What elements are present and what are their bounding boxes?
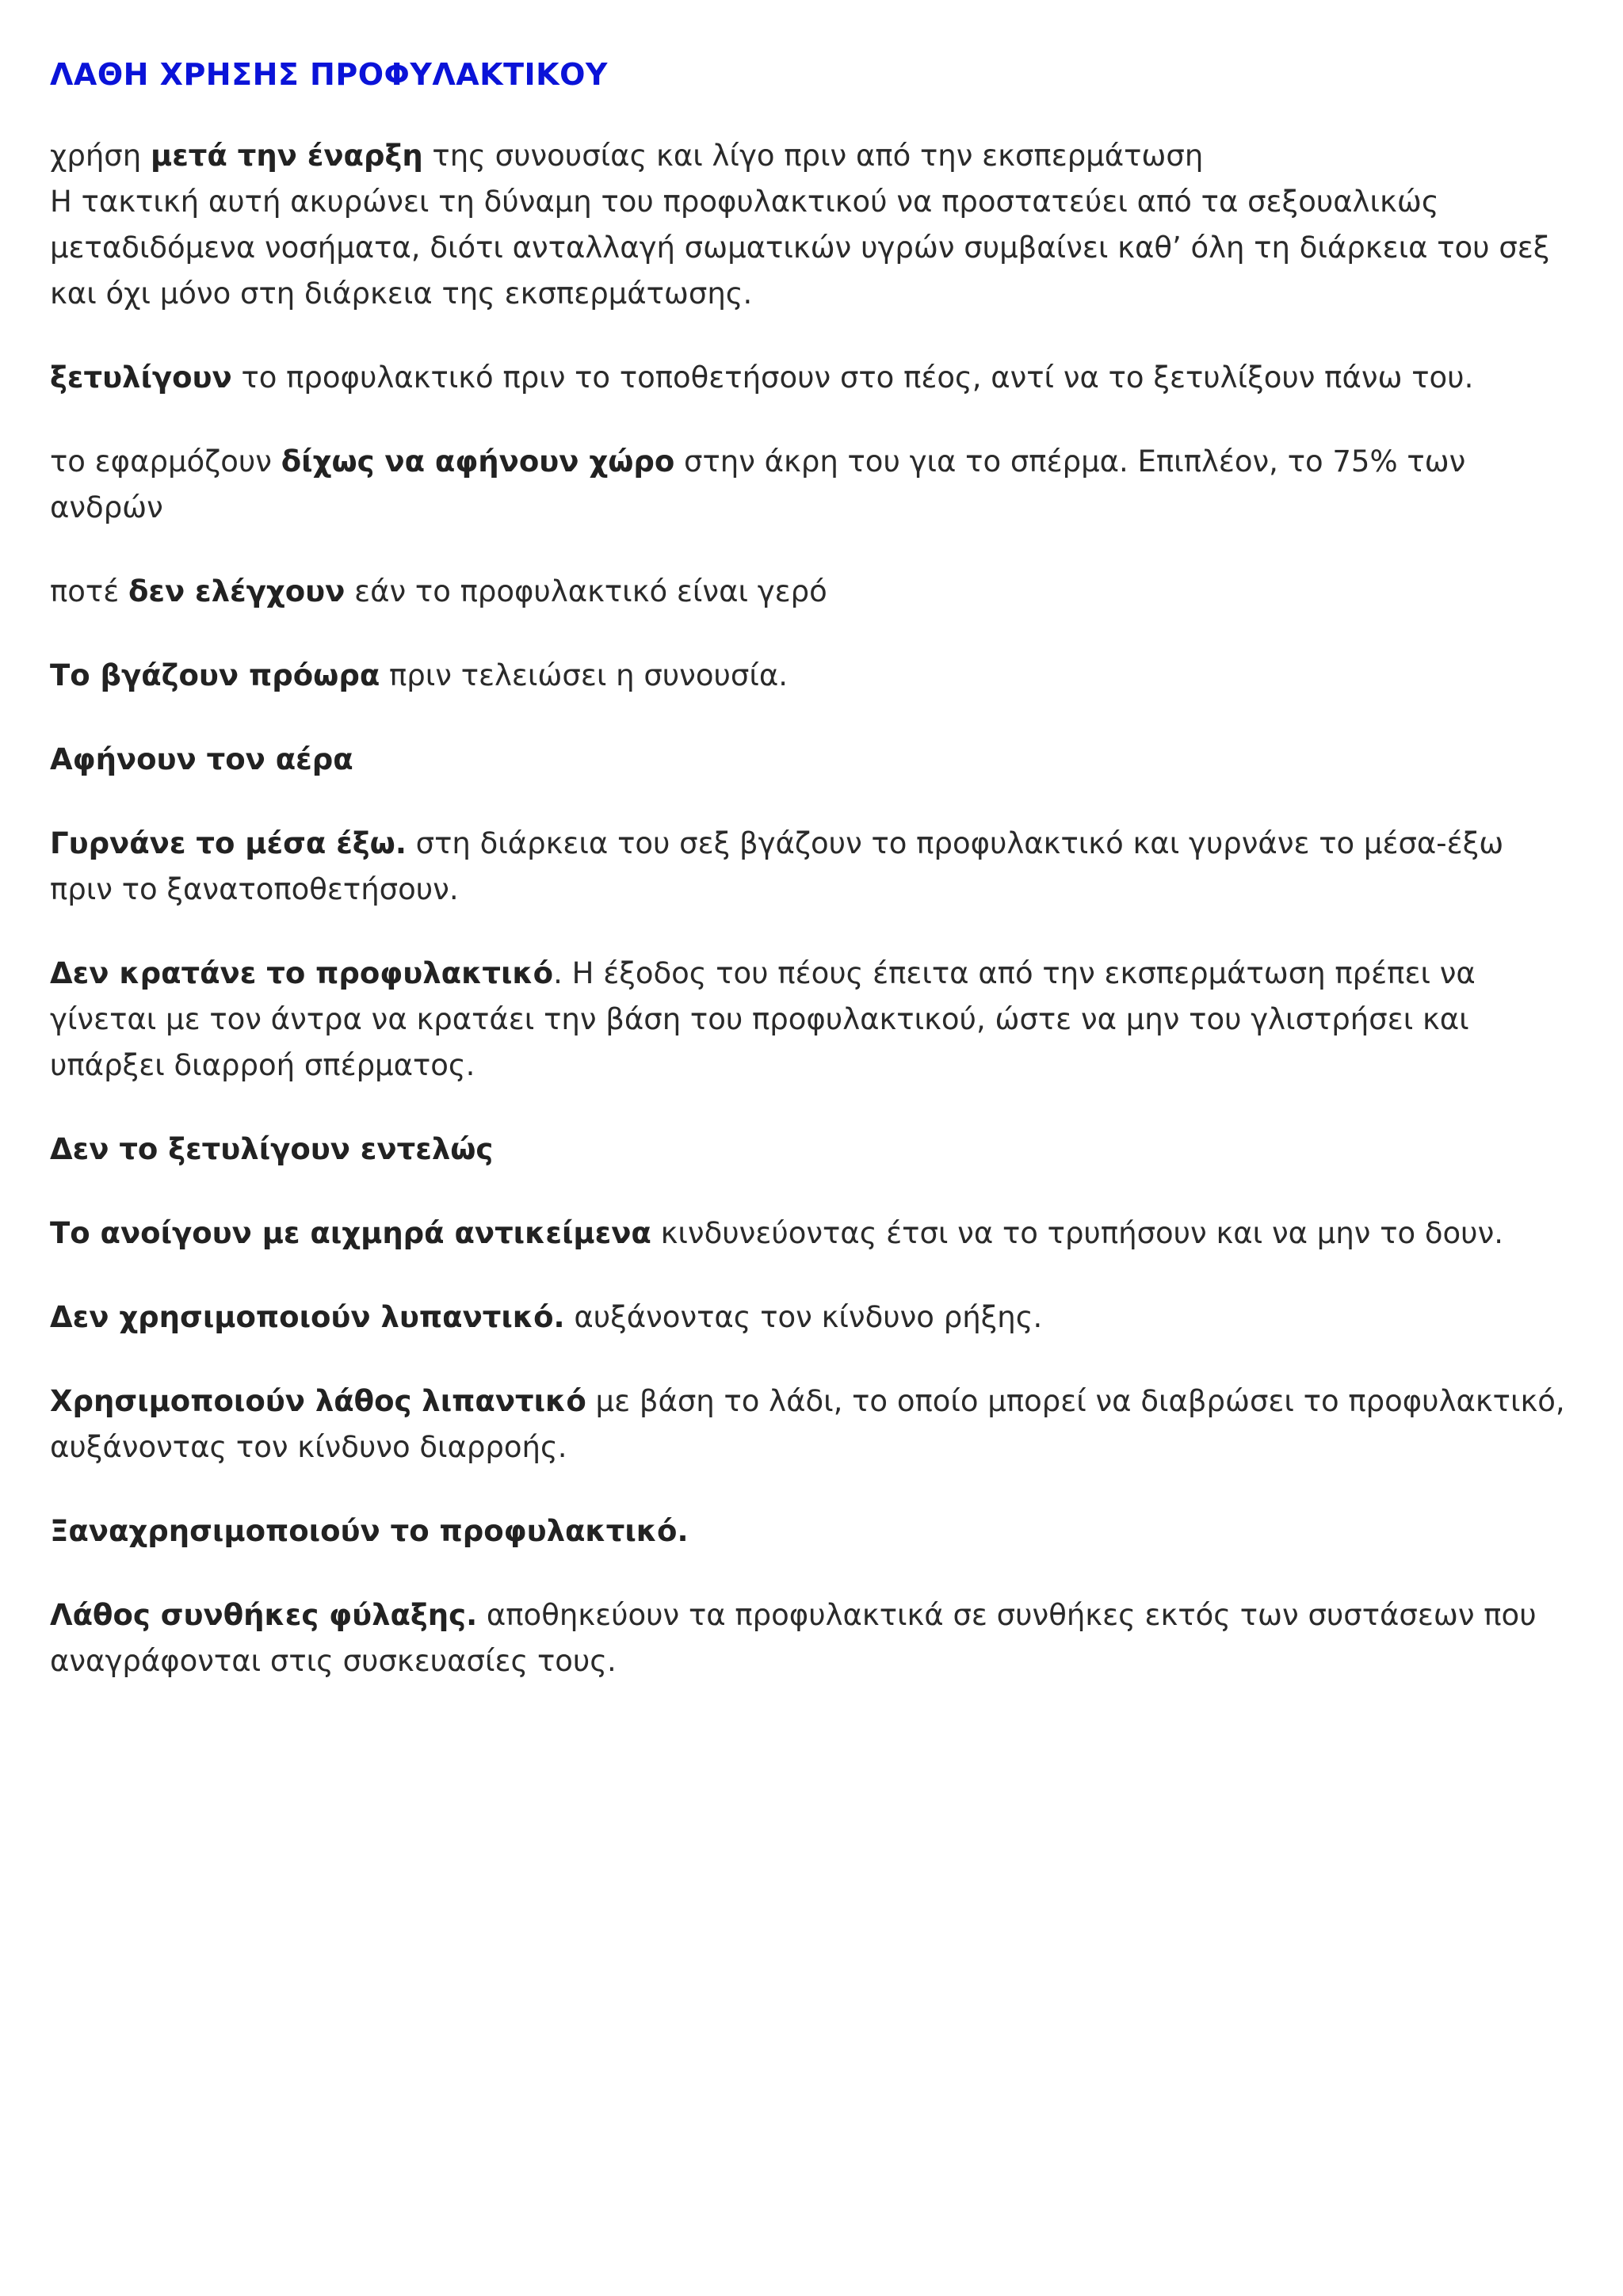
- paragraph-7-text: στη διάρκεια του σεξ βγάζουν το προφυλακτικό και γυρνάνε το μέσα-έξω πριν το ξανατοποθετήσουν.: [50, 826, 1504, 906]
- paragraph-12-text: με βάση το λάδι, το οποίο μπορεί να διαβρώσει το προφυλακτικό, αυξάνοντας τον κίνδυνο διαρροής.: [50, 1384, 1565, 1464]
- paragraph-14: [50, 1592, 1571, 1684]
- paragraph-4-prefix: ποτέ: [50, 574, 128, 608]
- paragraph-2-text: το προφυλακτικό πριν το τοποθετήσουν στο πέος, αντί να το ξετυλίξουν πάνω του.: [231, 360, 1474, 395]
- paragraph-14-emphasis: Λάθος συνθήκες φύλαξης.: [50, 1598, 478, 1632]
- paragraph-3-emphasis: δίχως να αφήνουν χώρο: [281, 444, 675, 479]
- paragraph-12: [50, 1379, 1571, 1470]
- paragraph-7: [50, 821, 1571, 913]
- paragraph-10: [50, 1211, 1571, 1257]
- paragraph-7-emphasis: Γυρνάνε το μέσα έξω.: [50, 826, 407, 860]
- paragraph-9: [50, 1127, 1571, 1173]
- document-page: [50, 52, 1571, 1722]
- paragraph-1-prefix: χρήση: [50, 139, 151, 173]
- paragraph-1-suffix: της συνουσίας και λίγο πριν από την εκσπερμάτωση: [422, 139, 1204, 173]
- paragraph-4-text: εάν το προφυλακτικό είναι γερό: [345, 574, 827, 608]
- paragraph-6-emphasis: Αφήνουν τον αέρα: [50, 742, 353, 776]
- paragraph-9-emphasis: Δεν το ξετυλίγουν εντελώς: [50, 1132, 494, 1166]
- document-title: ΛΑΘΗ ΧΡΗΣΗΣ ΠΡΟΦΥΛΑΚΤΙΚΟΥ: [50, 57, 608, 92]
- paragraph-3-prefix: το εφαρμόζουν: [50, 444, 281, 479]
- paragraph-8-text: . Η έξοδος του πέους έπειτα από την εκσπερμάτωση πρέπει να γίνεται με τον άντρα να κρατάει την βάση του προφυλακτικού, ώστε να μην του γλιστρήσει και υπάρξει διαρροή σπέρματος.: [50, 956, 1476, 1082]
- paragraph-1: [50, 133, 1571, 317]
- paragraph-11-text: αυξάνοντας τον κίνδυνο ρήξης.: [564, 1300, 1043, 1334]
- paragraph-6: [50, 737, 1571, 783]
- paragraph-13-emphasis: Ξαναχρησιμοποιούν το προφυλακτικό.: [50, 1514, 689, 1548]
- paragraph-1-emphasis: μετά την έναρξη: [150, 139, 423, 173]
- paragraph-5-emphasis: Το βγάζουν πρόωρα: [50, 658, 380, 692]
- paragraph-8-emphasis: Δεν κρατάνε το προφυλακτικό: [50, 956, 554, 990]
- paragraph-8: [50, 951, 1571, 1089]
- paragraph-10-text: κινδυνεύοντας έτσι να το τρυπήσουν και να μην το δουν.: [651, 1216, 1503, 1250]
- paragraph-4: [50, 569, 1571, 615]
- paragraph-10-emphasis: Το ανοίγουν με αιχμηρά αντικείμενα: [50, 1216, 651, 1250]
- paragraph-4-emphasis: δεν ελέγχουν: [128, 574, 346, 608]
- paragraph-11-emphasis: Δεν χρησιμοποιούν λυπαντικό.: [50, 1300, 565, 1334]
- paragraph-5-text: πριν τελειώσει η συνουσία.: [380, 658, 789, 692]
- paragraph-2-emphasis: ξετυλίγουν: [50, 360, 232, 395]
- paragraph-5: [50, 653, 1571, 699]
- paragraph-3-text: στην άκρη του για το σπέρμα. Επιπλέον, το 75% των ανδρών: [50, 444, 1466, 524]
- paragraph-2: [50, 355, 1571, 401]
- paragraph-13: [50, 1508, 1571, 1554]
- paragraph-3: [50, 439, 1571, 531]
- paragraph-1-line-1: [50, 133, 1571, 179]
- paragraph-12-emphasis: Χρησιμοποιούν λάθος λιπαντικό: [50, 1384, 586, 1418]
- paragraph-1-line-2: Η τακτική αυτή ακυρώνει τη δύναμη του προφυλακτικού να προστατεύει από τα σεξουαλικώς μεταδιδόμενα νοσήματα, διότι ανταλλαγή σωματικών υγρών συμβαίνει καθ’ όλη τη διάρκεια του σεξ και όχι μόνο στη διάρκεια της εκσπερμάτωσης.: [50, 185, 1550, 311]
- paragraph-11: [50, 1295, 1571, 1341]
- paragraph-14-text: αποθηκεύουν τα προφυλακτικά σε συνθήκες εκτός των συστάσεων που αναγράφονται στις συσκευασίες τους.: [50, 1598, 1537, 1678]
